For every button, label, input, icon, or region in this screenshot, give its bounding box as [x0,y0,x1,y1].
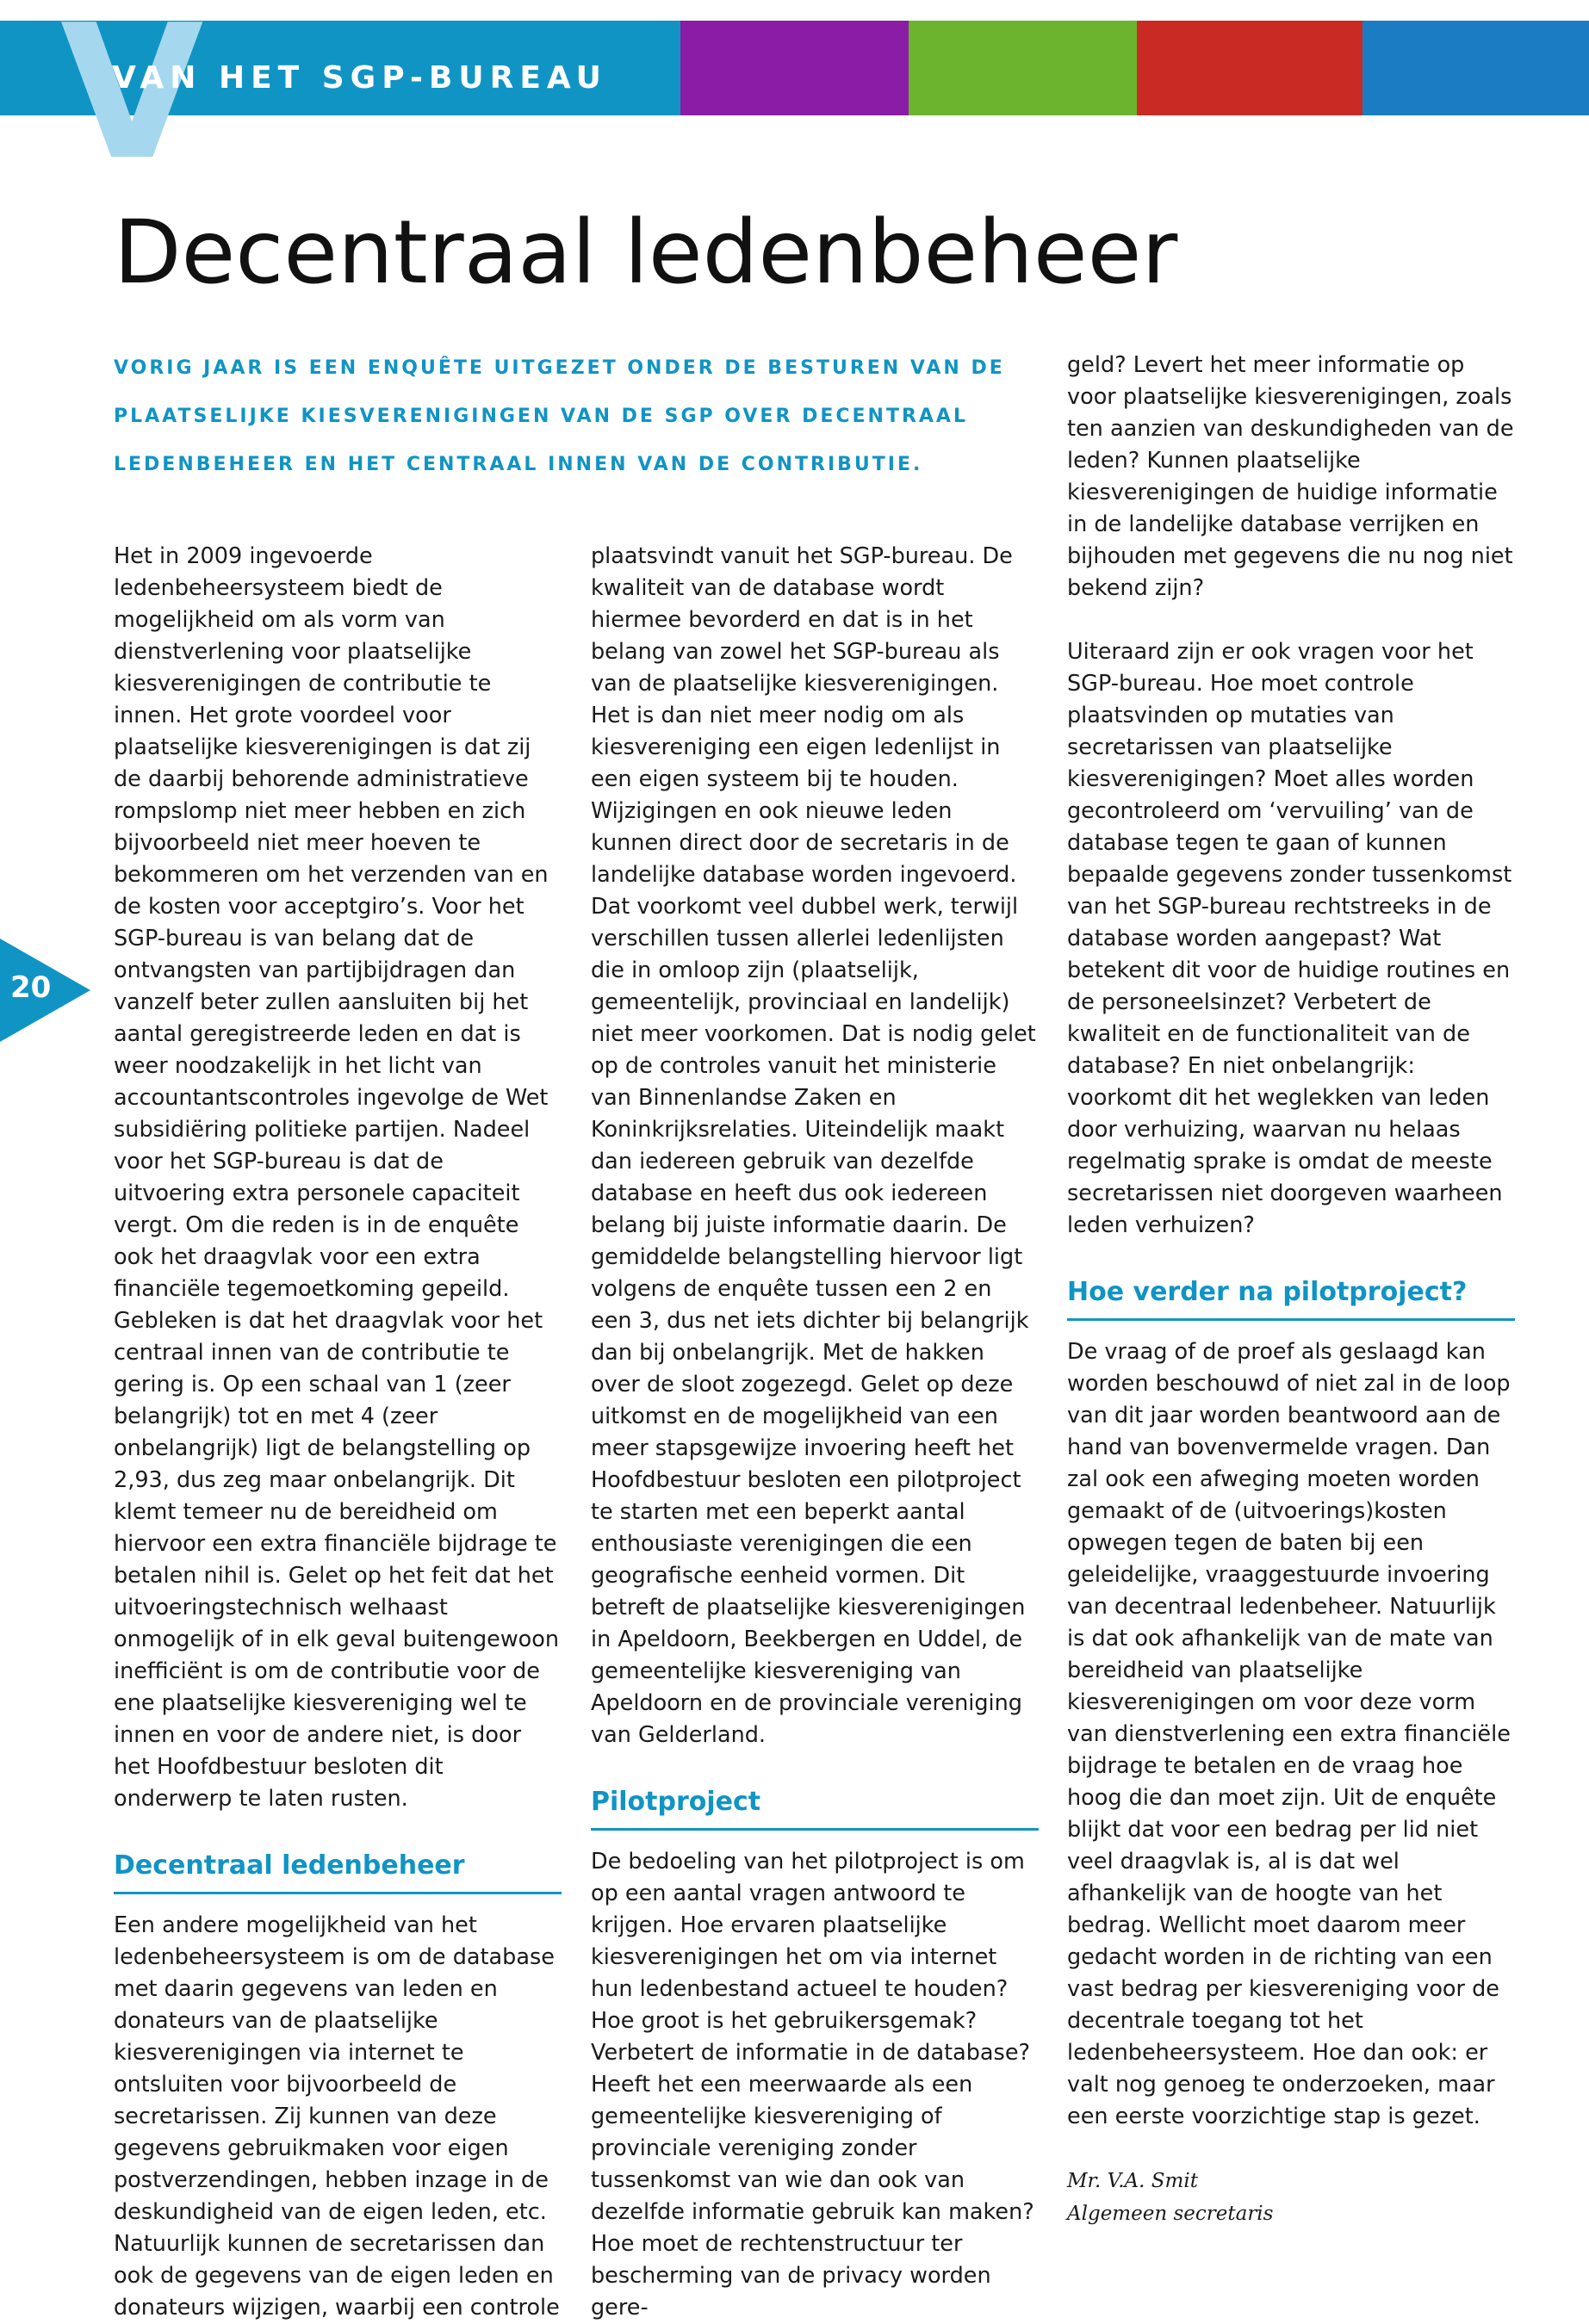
header-band-purple [680,21,909,115]
header-band-blue-right [1362,21,1589,115]
paragraph: geld? Levert het meer informatie op voor plaatselijke kiesverenigingen, zoals ten aanzien van deskundigheden van de leden? Kunnen plaatselijke kiesverenigingen de huidige informatie in de landelijke database verrijken en bijhouden met gegevens die nu nog niet bekend zijn? [1067,352,1514,601]
section-heading: Hoe verder na pilotproject? [1067,1274,1515,1321]
column-1 [114,541,562,2324]
paragraph: De vraag of de proef als geslaagd kan worden beschouwd of niet zal in de loop van dit jaar worden beantwoord aan de hand van bovenvermelde vragen. Dan zal ook een afweging moeten worden gemaakt of de (uitvoerings)kosten opwegen tegen de baten bij een geleidelijke, vraaggestuurde invoering van decentraal ledenbeheer. Natuurlijk is dat ook afhankelijk van de mate van bereidheid van plaatselijke kiesverenigingen om voor deze vorm van dienstverlening een extra financiële bijdrage te betalen en de vraag hoe hoog die dan moet zijn. Uit de enquête blijkt dat voor een bedrag per lid niet veel draagvlak is, al is dat wel afhankelijk van de hoogte van het bedrag. Wellicht moet daarom meer gedacht worden in de richting van een vast bedrag per kiesvereniging voor de decentrale toegang tot het ledenbeheersysteem. Hoe dan ook: er valt nog genoeg te onderzoeken, maar een eerste voorzichtige stap is gezet. [1067,1339,1511,2129]
paragraph: Een andere mogelijkheid van het ledenbeheersysteem is om de database met daarin gegevens van leden en donateurs van de plaatselijke kiesverenigingen via internet te ontsluiten voor bijvoorbeeld de secretarissen. Zij kunnen van deze gegevens gebruikmaken voor eigen postverzendingen, hebben inzage in de deskundigheid van de eigen leden, etc. Natuurlijk kunnen de secretarissen dan ook de gegevens van de eigen leden en donateurs wijzigen, waarbij een controle [114,1912,560,2321]
header-band-green [909,21,1137,115]
page-title: Decentraal ledenbeheer [114,201,1178,304]
column-3 [1067,350,1515,2230]
section-initial-logo: V [60,0,197,201]
article-lead: VORIG JAAR IS EEN ENQUÊTE UITGEZET ONDER DE BESTUREN VAN DE PLAATSELIJKE KIESVERENIGINGEN VAN DE SGP OVER DECENTRAAL LEDENBEHEER EN HET CENTRAAL INNEN VAN DE CONTRIBUTIE. [114,357,1005,475]
paragraph: De bedoeling van het pilotproject is om op een aantal vragen antwoord te krijgen. Hoe ervaren plaatselijke kiesverenigingen het om via internet hun ledenbestand actueel te houden? Hoe groot is het gebruikersgemak? Verbetert de informatie in de database? Heeft het een meerwaarde als een gemeentelijke kiesvereniging of provinciale vereniging zonder tussenkomst van wie dan ook van dezelfde informatie gebruik kan maken? Hoe moet de rechtenstructuur ter bescherming van de privacy worden gere- [591,1849,1034,2321]
column-2 [591,541,1039,2324]
page-number: 20 [10,970,52,1005]
paragraph: plaatsvindt vanuit het SGP-bureau. De kwaliteit van de database wordt hiermee bevorderd en dat is in het belang van zowel het SGP-bureau als van de plaatselijke kiesverenigingen. Het is dan niet meer nodig om als kiesvereniging een eigen ledenlijst in een eigen systeem bij te houden. Wijzigingen en ook nieuwe leden kunnen direct door de secretaris in de landelijke database worden ingevoerd. Dat voorkomt veel dubbel werk, terwijl verschillen tussen allerlei ledenlijsten die in omloop zijn (plaatselijk, gemeentelijk, provinciaal en landelijk) niet meer voorkomen. Dat is nodig gelet op de controles vanuit het ministerie van Binnenlandse Zaken en Koninkrijksrelaties. Uiteindelijk maakt dan iedereen gebruik van dezelfde database en heeft dus ook iedereen belang bij juiste informatie daarin. De gemiddelde belangstelling hiervoor ligt volgens de enquête tussen een 2 en een 3, dus net iets dichter bij belangrijk dan bij onbelangrijk. Met de hakken over de sloot zogezegd. Gelet op deze uitkomst en de mogelijkheid van een meer stapsgewijze invoering heeft het Hoofdbestuur besloten een pilotproject te starten met een beperkt aantal enthousiaste verenigingen die een geografische eenheid vormen. Dit betreft de plaatselijke kiesverenigingen in Apeldoorn, Beekbergen en Uddel, de gemeentelijke kiesvereniging van Apeldoorn en de provinciale vereniging van Gelderland. [591,543,1036,1748]
section-heading: Pilotproject [591,1783,1039,1831]
header-band-red [1137,21,1362,115]
section-label: VAN HET SGP-BUREAU [112,60,607,96]
paragraph: Uiteraard zijn er ook vragen voor het SGP-bureau. Hoe moet controle plaatsvinden op mutaties van secretarissen van plaatselijke kiesverenigingen? Moet alles worden gecontroleerd om ‘vervuiling’ van de database tegen te gaan of kunnen bepaalde gegevens zonder tussenkomst van het SGP-bureau rechtstreeks in de database worden aangepast? Wat betekent dit voor de huidige routines en de personeelsinzet? Verbetert de kwaliteit en de functionaliteit van de database? En niet onbelangrijk: voorkomt dit het weglekken van leden door verhuizing, waarvan nu helaas regelmatig sprake is omdat de meeste secretarissen niet doorgeven waarheen leden verhuizen? [1067,639,1512,1238]
author-name: Mr. V.A. Smit [1067,2170,1198,2192]
paragraph: Het in 2009 ingevoerde ledenbeheersysteem biedt de mogelijkheid om als vorm van dienstverlening voor plaatselijke kiesverenigingen de contributie te innen. Het grote voordeel voor plaatselijke kiesverenigingen is dat zij de daarbij behorende administratieve rompslomp niet meer hebben en zich bijvoorbeeld niet meer hoeven te bekommeren om het verzenden van en de kosten voor acceptgiro’s. Voor het SGP-bureau is van belang dat de ontvangsten van partijbijdragen dan vanzelf beter zullen aansluiten bij het aantal geregistreerde leden en dat is weer noodzakelijk in het licht van accountantscontroles ingevolge de Wet subsidiëring politieke partijen. Nadeel voor het SGP-bureau is dat de uitvoering extra personele capaciteit vergt. Om die reden is in de enquête ook het draagvlak voor een extra financiële tegemoetkoming gepeild. Gebleken is dat het draagvlak voor het centraal innen van de contributie te gering is. Op een schaal van 1 (zeer belangrijk) tot en met 4 (zeer onbelangrijk) ligt de belangstelling op 2,93, dus zeg maar onbelangrijk. Dit klemt temeer nu de bereidheid om hiervoor een extra financiële bijdrage te betalen nihil is. Gelet op het feit dat het uitvoeringstechnisch welhaast onmogelijk of in elk geval buitengewoon inefficiënt is om de contributie voor de ene plaatselijke kiesvereniging wel te innen en voor de andere niet, is door het Hoofdbestuur besloten dit onderwerp te laten rusten. [114,543,560,1812]
author-role: Algemeen secretaris [1067,2203,1274,2225]
signature [1067,2165,1515,2230]
section-heading: Decentraal ledenbeheer [114,1847,562,1894]
